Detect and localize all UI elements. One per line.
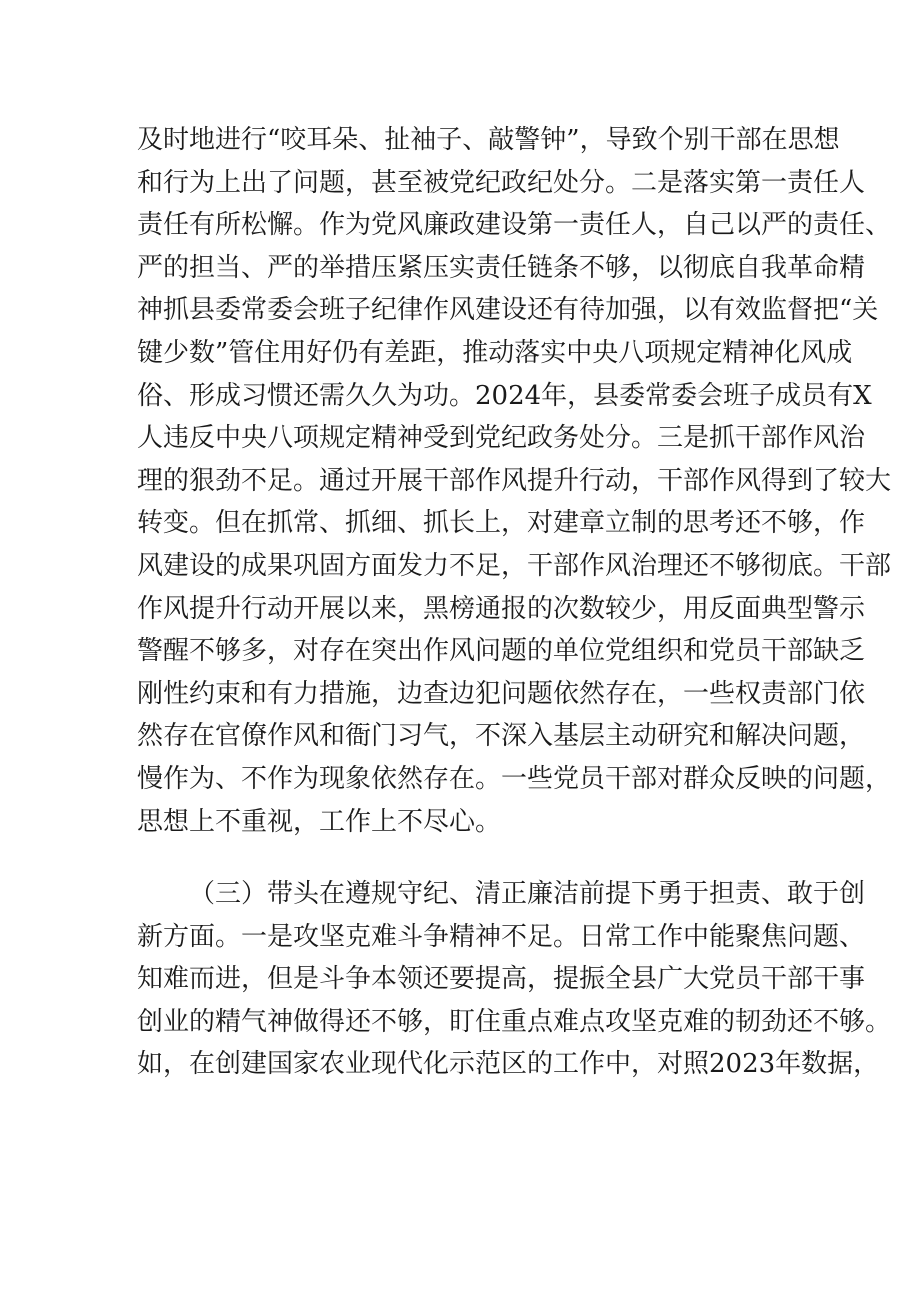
text-line: （三）带头在遵规守纪、清正廉洁前提下勇于担责、敢于创: [189, 879, 866, 910]
document-body: [137, 119, 892, 1086]
text-line: 键少数”管住用好仍有差距，推动落实中央八项规定精神化风成: [137, 337, 853, 368]
text-line: 及时地进行“咬耳朵、扯袖子、敲警钟”，导致个别干部在思想: [137, 125, 840, 155]
text-line: 责任有所松懈。作为党风廉政建设第一责任人，自己以严的责任、: [137, 210, 892, 241]
text-line: 人违反中央八项规定精神受到党纪政务处分。三是抓干部作风治: [137, 423, 866, 454]
text-line: 创业的精气神做得还不够，盯住重点难点攻坚克难的韧劲还不够。: [137, 1006, 892, 1037]
text-line: 俗、形成习惯还需久久为功。2024年，县委常委会班子成员有X: [137, 380, 872, 411]
text-line: 然存在官僚作风和衙门习气，不深入基层主动研究和解决问题，: [137, 721, 866, 752]
text-line: 转变。但在抓常、抓细、抓长上，对建章立制的思考还不够，作: [137, 508, 866, 539]
text-line: 刚性约束和有力措施，边查边犯问题依然存在，一些权责部门依: [137, 678, 866, 709]
text-line: 新方面。一是攻坚克难斗争精神不足。日常工作中能聚焦问题、: [137, 921, 866, 952]
text-line: 思想上不重视，工作上不尽心。: [137, 806, 502, 837]
paragraph-1: [137, 119, 892, 843]
paragraph-spacer: [137, 843, 785, 873]
text-line: 知难而进，但是斗争本领还要提高，提振全县广大党员干部干事: [137, 964, 866, 995]
text-line: 如，在创建国家农业现代化示范区的工作中，对照2023年数据，: [137, 1049, 880, 1080]
text-line: 慢作为、不作为现象依然存在。一些党员干部对群众反映的问题，: [137, 763, 892, 794]
text-line: 和行为上出了问题，甚至被党纪政纪处分。二是落实第一责任人: [137, 167, 866, 198]
text-line: 严的担当、严的举措压紧压实责任链条不够，以彻底自我革命精: [137, 252, 866, 283]
text-line: 风建设的成果巩固方面发力不足，干部作风治理还不够彻底。干部: [137, 550, 892, 581]
text-line: 作风提升行动开展以来，黑榜通报的次数较少，用反面典型警示: [137, 593, 866, 624]
text-line: 警醒不够多，对存在突出作风问题的单位党组织和党员干部缺乏: [137, 636, 866, 667]
paragraph-2: [137, 873, 892, 1086]
text-line: 理的狠劲不足。通过开展干部作风提升行动，干部作风得到了较大: [137, 465, 892, 496]
text-line: 神抓县委常委会班子纪律作风建设还有待加强，以有效监督把“关: [137, 295, 879, 326]
